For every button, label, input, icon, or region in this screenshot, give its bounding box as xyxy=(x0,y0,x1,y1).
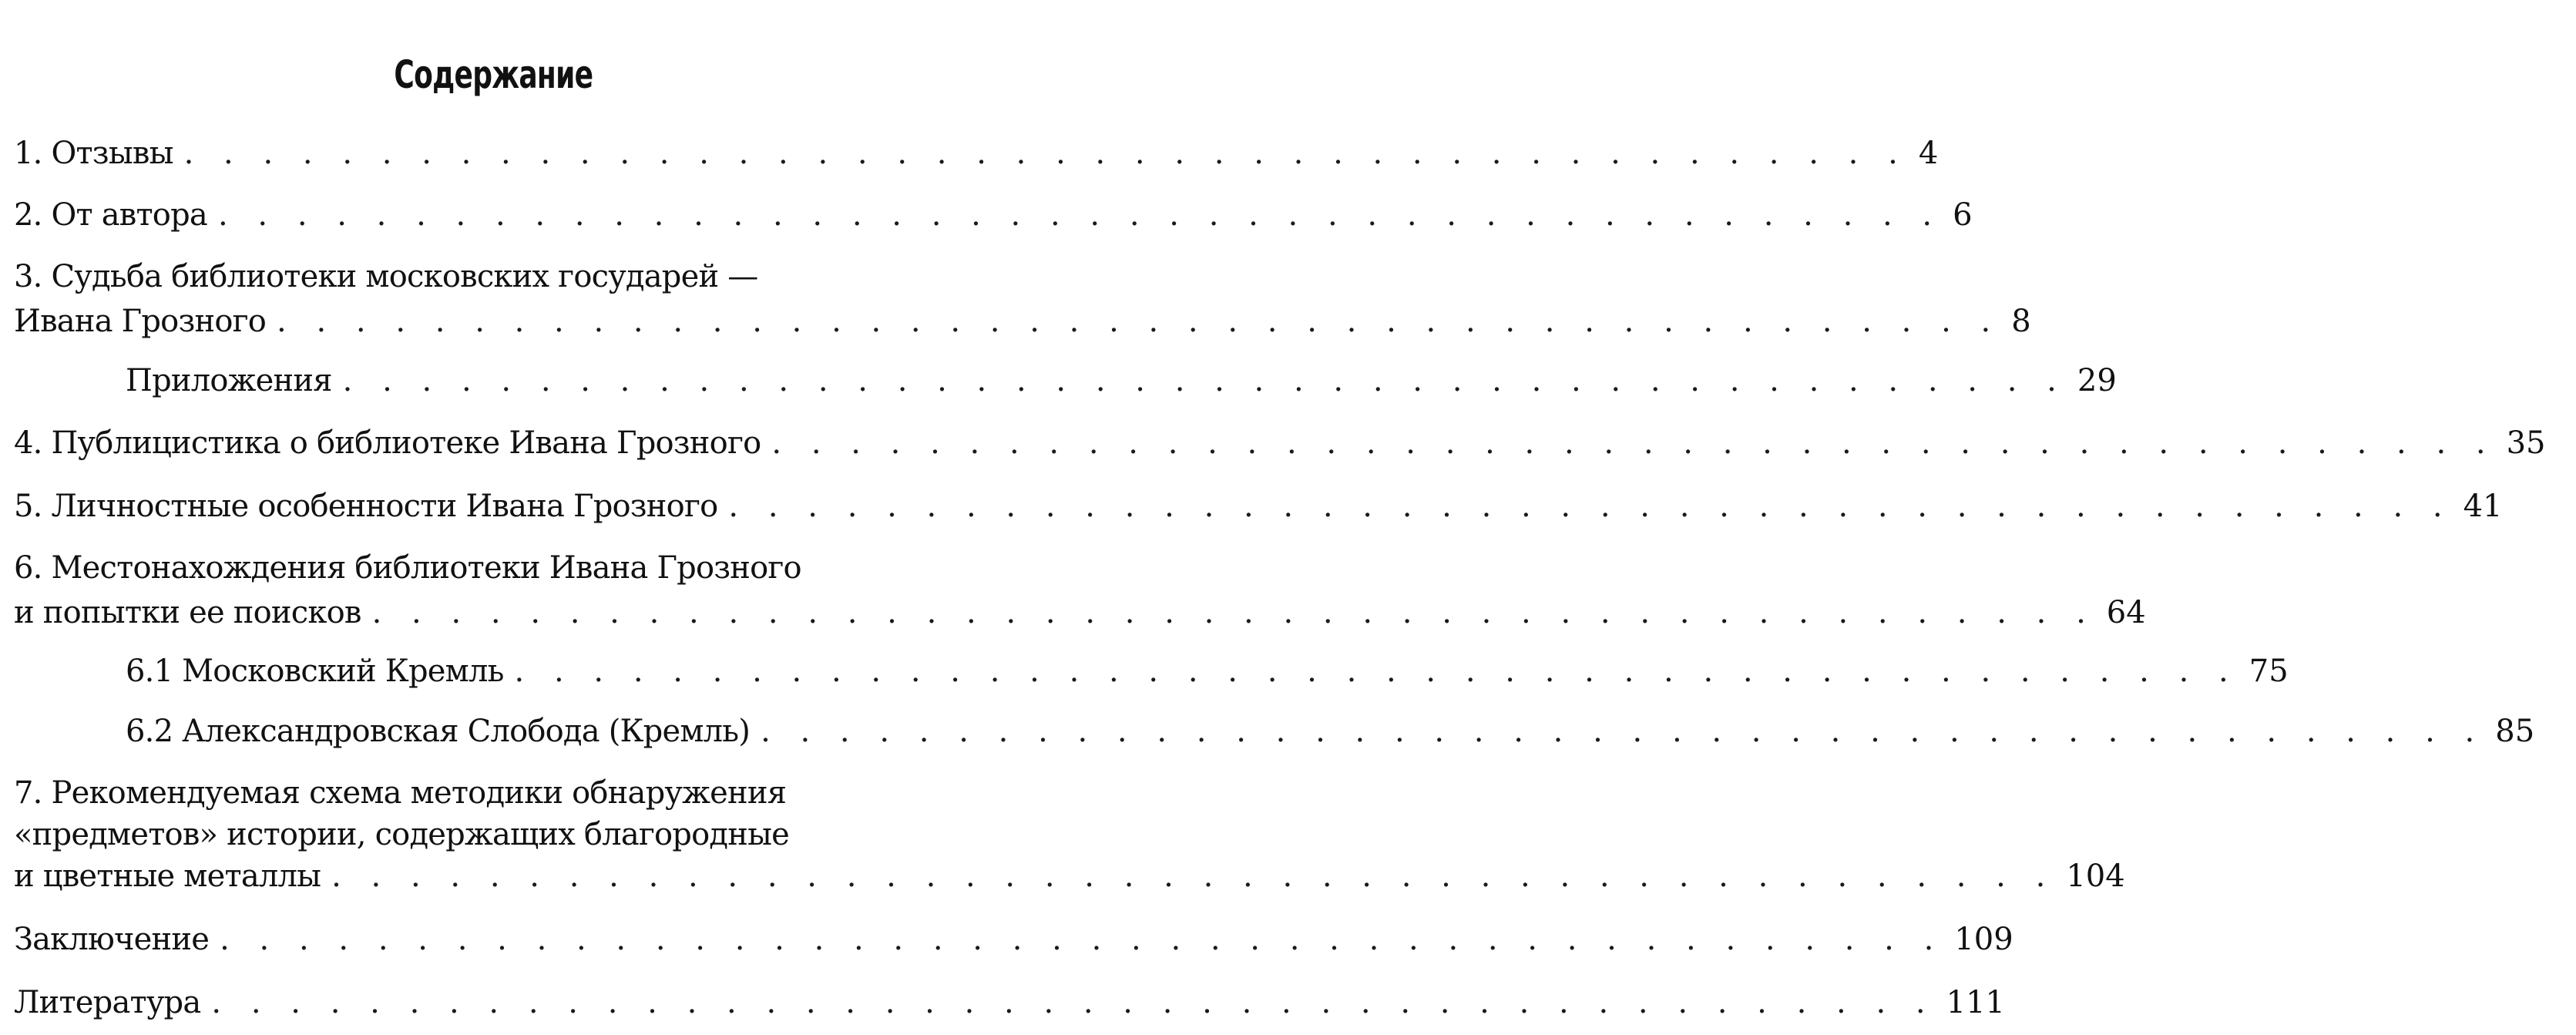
toc-entry-aleksandrovskaya-sloboda[interactable] xyxy=(14,709,2535,754)
toc-page-number: 41 xyxy=(2463,489,2503,524)
toc-entry-mestonakhozhdeniya[interactable] xyxy=(14,546,2146,635)
toc-entry-moskovsky-kreml[interactable] xyxy=(14,649,2289,694)
toc-entry-title-continued: Ивана Грозного xyxy=(14,304,267,339)
toc-page-number: 109 xyxy=(1954,922,2013,957)
page-title: Содержание xyxy=(394,52,593,97)
toc-entry-prilozheniya[interactable] xyxy=(14,358,2117,403)
toc-entry-title: 4. Публицистика о библиотеке Ивана Грозного xyxy=(14,425,761,461)
dot-leader: . . . . . . . . . . . . . . . . . . . . . . . . . . . . . . . . . . . . . . . . . . . . xyxy=(342,363,2067,398)
dot-leader: . . . . . . . . . . . . . . . . . . . . . . . . . . . . . . . . . . . . . . . . . . . . xyxy=(728,489,2453,524)
toc-page-number: 85 xyxy=(2495,714,2535,749)
dot-leader: . . . . . . . . . . . . . . . . . . . . . . . . . . . . . . . . . . . . . . . . . . . . xyxy=(277,304,2001,339)
toc-page-number: 75 xyxy=(2249,654,2289,689)
toc-entry-sudba-biblioteki[interactable] xyxy=(14,254,2031,344)
toc-entry-title: 1. Отзывы xyxy=(14,136,173,171)
table-of-contents xyxy=(14,0,2546,1035)
toc-page-number: 35 xyxy=(2506,425,2546,461)
toc-entry-literatura[interactable] xyxy=(14,980,2005,1025)
toc-entry-title: 6. Местонахождения библиотеки Ивана Грозного xyxy=(14,550,801,586)
toc-entry-lichnostnye-osobennosti[interactable] xyxy=(14,484,2503,529)
toc-page-number: 8 xyxy=(2011,304,2031,339)
toc-entry-title: 5. Личностные особенности Ивана Грозного xyxy=(14,489,718,524)
toc-entry-ot-avtora[interactable] xyxy=(14,193,1973,237)
toc-entry-title: 3. Судьба библиотеки московских государей — xyxy=(14,259,758,294)
toc-entry-otzyvy[interactable] xyxy=(14,131,1939,176)
toc-entry-title-continued: и попытки ее поисков xyxy=(14,595,361,630)
dot-leader: . . . . . . . . . . . . . . . . . . . . . . . . . . . . . . . . . . . . . . . . . . . . xyxy=(211,985,1936,1020)
toc-page-number: 4 xyxy=(1918,136,1939,171)
toc-entry-title: Приложения xyxy=(126,363,332,398)
dot-leader: . . . . . . . . . . . . . . . . . . . . . . . . . . . . . . . . . . . . . . . . . . . . xyxy=(331,859,2056,894)
toc-entry-title: Заключение xyxy=(14,922,210,957)
dot-leader: . . . . . . . . . . . . . . . . . . . . . . . . . . . . . . . . . . . . . . . . . . . . xyxy=(771,425,2496,461)
toc-entry-title-continued: «предметов» истории, содержащих благородные xyxy=(14,817,789,852)
toc-entry-rekomenduemaya-skhema[interactable] xyxy=(14,772,2125,897)
toc-entry-title: 6.2 Александровская Слобода (Кремль) xyxy=(126,714,751,749)
dot-leader: . . . . . . . . . . . . . . . . . . . . . . . . . . . . . . . . . . . . . . . . . . . . xyxy=(220,922,1944,957)
toc-page-number: 29 xyxy=(2077,363,2117,398)
toc-entry-title-continued: и цветные металлы xyxy=(14,859,321,894)
toc-entry-title: 7. Рекомендуемая схема методики обнаружения xyxy=(14,775,787,811)
toc-page-number: 64 xyxy=(2106,595,2146,630)
toc-page-number: 104 xyxy=(2066,859,2125,894)
dot-leader: . . . . . . . . . . . . . . . . . . . . . . . . . . . . . . . . . . . . . . . . . . . . xyxy=(514,654,2238,689)
toc-entry-title: Литература xyxy=(14,985,201,1020)
toc-page-number: 111 xyxy=(1946,985,2005,1020)
toc-page-number: 6 xyxy=(1953,197,1973,233)
toc-entry-zaklyuchenie[interactable] xyxy=(14,917,2013,962)
toc-entry-title: 2. От автора xyxy=(14,197,207,233)
toc-entry-publitsistika[interactable] xyxy=(14,421,2546,465)
dot-leader: . . . . . . . . . . . . . . . . . . . . . . . . . . . . . . . . . . . . . . . . . . . . xyxy=(761,714,2485,749)
toc-entry-title: 6.1 Московский Кремль xyxy=(126,654,504,689)
dot-leader: . . . . . . . . . . . . . . . . . . . . . . . . . . . . . . . . . . . . . . . . . . . . xyxy=(217,197,1943,233)
dot-leader: . . . . . . . . . . . . . . . . . . . . . . . . . . . . . . . . . . . . . . . . . . . . xyxy=(183,136,1908,171)
dot-leader: . . . . . . . . . . . . . . . . . . . . . . . . . . . . . . . . . . . . . . . . . . . . xyxy=(371,595,2096,630)
